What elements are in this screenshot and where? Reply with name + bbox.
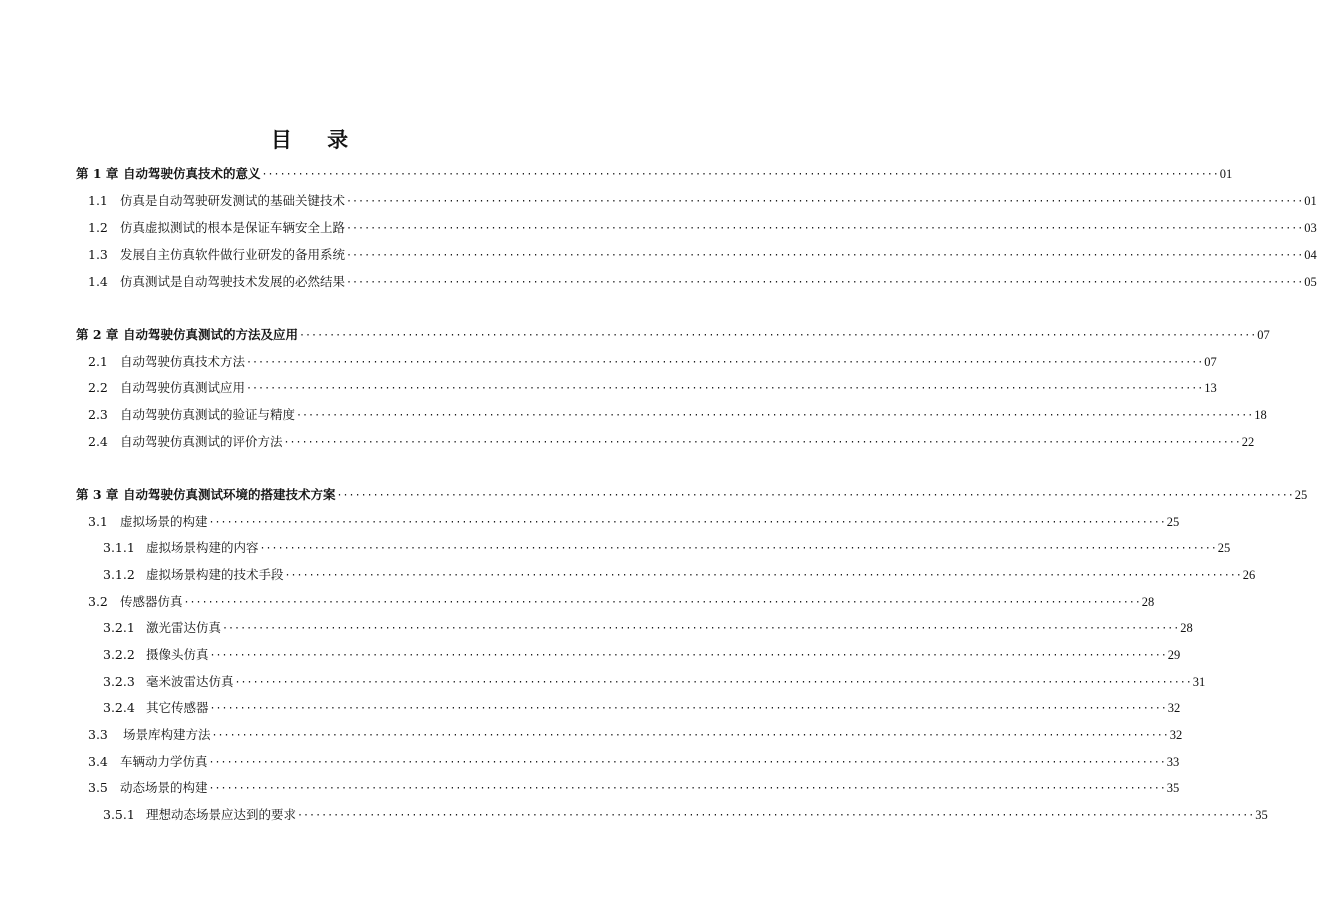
toc-page-number: 05	[1304, 275, 1317, 289]
toc-page-number: 22	[1241, 435, 1255, 449]
toc-page-number: 28	[1180, 621, 1193, 635]
toc-number: 2.2	[88, 380, 108, 395]
toc-number: 1.2	[88, 220, 108, 235]
toc-number: 3.1.1	[103, 540, 135, 555]
page-title: 目 录	[270, 127, 363, 152]
toc-section[interactable]	[88, 778, 1180, 798]
toc-subsection[interactable]	[103, 538, 1231, 558]
dot-leader: ·······························································································································································	[209, 650, 1167, 661]
toc-page-number: 33	[1166, 755, 1180, 769]
toc-section[interactable]	[88, 378, 1217, 398]
dot-leader: ·······························································································································································	[246, 383, 1204, 394]
dot-leader: ·······························································································································································	[211, 730, 1169, 741]
toc-number: 第 1 章	[76, 166, 119, 181]
toc-title: 车辆动力学仿真	[120, 754, 208, 769]
toc-page-number: 01	[1304, 194, 1317, 208]
toc-title: 仿真虚拟测试的根本是保证车辆安全上路	[120, 220, 346, 235]
toc-number: 第 2 章	[76, 327, 119, 342]
toc-page-number: 32	[1167, 701, 1181, 715]
dot-leader: ·······························································································································································	[208, 783, 1166, 794]
dot-leader: ·······························································································································································	[296, 410, 1254, 421]
toc-number: 第 3 章	[76, 487, 119, 502]
toc-title: 自动驾驶仿真测试环境的搭建技术方案	[123, 487, 336, 502]
toc-number: 2.3	[88, 407, 108, 422]
dot-leader: ·······························································································································································	[284, 570, 1242, 581]
toc-page-number: 32	[1169, 728, 1183, 742]
toc-number: 1.4	[88, 274, 108, 289]
dot-leader: ·······························································································································································	[336, 490, 1294, 501]
toc-page-number: 13	[1204, 381, 1217, 395]
toc-title: 理想动态场景应达到的要求	[146, 807, 297, 822]
toc-title: 自动驾驶仿真技术的意义	[123, 166, 261, 181]
toc-number: 3.5	[88, 780, 108, 795]
toc-page-number: 25	[1166, 515, 1180, 529]
toc-title: 自动驾驶仿真测试的验证与精度	[120, 407, 296, 422]
toc-number: 2.4	[88, 434, 108, 449]
dot-leader: ·······························································································································································	[346, 196, 1304, 207]
toc-section[interactable]	[88, 512, 1180, 532]
toc-page-number: 26	[1242, 568, 1256, 582]
toc-title: 虚拟场景的构建	[120, 514, 208, 529]
toc-number: 3.5.1	[103, 807, 135, 822]
toc-page-number: 03	[1304, 221, 1317, 235]
toc-title: 自动驾驶仿真测试应用	[120, 380, 246, 395]
dot-leader: ·······························································································································································	[209, 703, 1167, 714]
dot-leader: ·······························································································································································	[346, 277, 1304, 288]
dot-leader: ·······························································································································································	[222, 623, 1180, 634]
toc-title: 毫米波雷达仿真	[146, 674, 234, 689]
toc-number: 2.1	[88, 354, 108, 369]
toc-number: 3.1	[88, 514, 108, 529]
toc-subsection[interactable]	[103, 698, 1181, 718]
toc-page-number: 28	[1141, 595, 1155, 609]
toc-title: 自动驾驶仿真技术方法	[120, 354, 246, 369]
toc-title: 虚拟场景构建的技术手段	[146, 567, 284, 582]
dot-leader: ·······························································································································································	[346, 250, 1304, 261]
dot-leader: ·······························································································································································	[234, 677, 1192, 688]
toc-title: 发展自主仿真软件做行业研发的备用系统	[120, 247, 346, 262]
toc-title: 自动驾驶仿真测试的方法及应用	[123, 327, 299, 342]
toc-page-number: 18	[1254, 408, 1267, 422]
toc-number: 3.2	[88, 594, 108, 609]
toc-section[interactable]	[88, 592, 1155, 612]
toc-title: 仿真是自动驾驶研发测试的基础关键技术	[120, 193, 346, 208]
toc-number: 3.4	[88, 754, 108, 769]
toc-page-number: 25	[1294, 488, 1308, 502]
toc-section[interactable]	[88, 272, 1317, 292]
toc-section[interactable]	[88, 245, 1317, 265]
toc-subsection[interactable]	[103, 672, 1206, 692]
toc-subsection[interactable]	[103, 618, 1193, 638]
toc-subsection[interactable]	[103, 565, 1256, 585]
toc-title: 摄像头仿真	[146, 647, 209, 662]
toc-page-number: 35	[1166, 781, 1180, 795]
toc-number: 1.3	[88, 247, 108, 262]
toc-title: 自动驾驶仿真测试的评价方法	[120, 434, 283, 449]
toc-number: 3.2.3	[103, 674, 135, 689]
dot-leader: ·······························································································································································	[299, 330, 1257, 341]
toc-section[interactable]	[88, 218, 1317, 238]
toc-subsection[interactable]	[103, 645, 1181, 665]
toc-page-number: 07	[1204, 355, 1217, 369]
toc-chapter-3[interactable]	[76, 485, 1308, 505]
dot-leader: ·······························································································································································	[297, 810, 1255, 821]
toc-page-number: 31	[1192, 675, 1206, 689]
toc-title: 传感器仿真	[120, 594, 183, 609]
toc-page-number: 07	[1257, 328, 1270, 342]
toc-section[interactable]	[88, 352, 1217, 372]
toc-number: 1.1	[88, 193, 108, 208]
toc-number: 3.2.1	[103, 620, 135, 635]
toc-title: 激光雷达仿真	[146, 620, 222, 635]
dot-leader: ·······························································································································································	[283, 437, 1241, 448]
dot-leader: ·······························································································································································	[261, 169, 1219, 180]
toc-section[interactable]	[88, 752, 1180, 772]
dot-leader: ·······························································································································································	[208, 757, 1166, 768]
toc-page-number: 01	[1219, 167, 1233, 181]
dot-leader: ·······························································································································································	[259, 543, 1217, 554]
toc-number: 3.3	[88, 727, 108, 742]
dot-leader: ·······························································································································································	[246, 357, 1204, 368]
toc-chapter-1[interactable]	[76, 164, 1233, 184]
toc-page-number: 35	[1255, 808, 1268, 822]
toc-number: 3.2.2	[103, 647, 135, 662]
toc-section[interactable]	[88, 405, 1267, 425]
dot-leader: ·······························································································································································	[346, 223, 1304, 234]
toc-number: 3.2.4	[103, 700, 135, 715]
toc-chapter-2[interactable]	[76, 325, 1270, 345]
toc-title: 其它传感器	[146, 700, 209, 715]
toc-section[interactable]	[88, 725, 1183, 745]
toc-title: 场景库构建方法	[123, 727, 211, 742]
toc-subsection[interactable]	[103, 805, 1268, 825]
toc-title: 虚拟场景构建的内容	[146, 540, 259, 555]
dot-leader: ·······························································································································································	[208, 517, 1166, 528]
toc-section[interactable]	[88, 191, 1317, 211]
toc-page-number: 29	[1167, 648, 1181, 662]
toc-section[interactable]	[88, 432, 1255, 452]
toc-title: 动态场景的构建	[120, 780, 208, 795]
toc-number: 3.1.2	[103, 567, 135, 582]
toc-page-number: 25	[1217, 541, 1231, 555]
toc-page-number: 04	[1304, 248, 1317, 262]
toc-title: 仿真测试是自动驾驶技术发展的必然结果	[120, 274, 346, 289]
dot-leader: ·······························································································································································	[183, 597, 1141, 608]
